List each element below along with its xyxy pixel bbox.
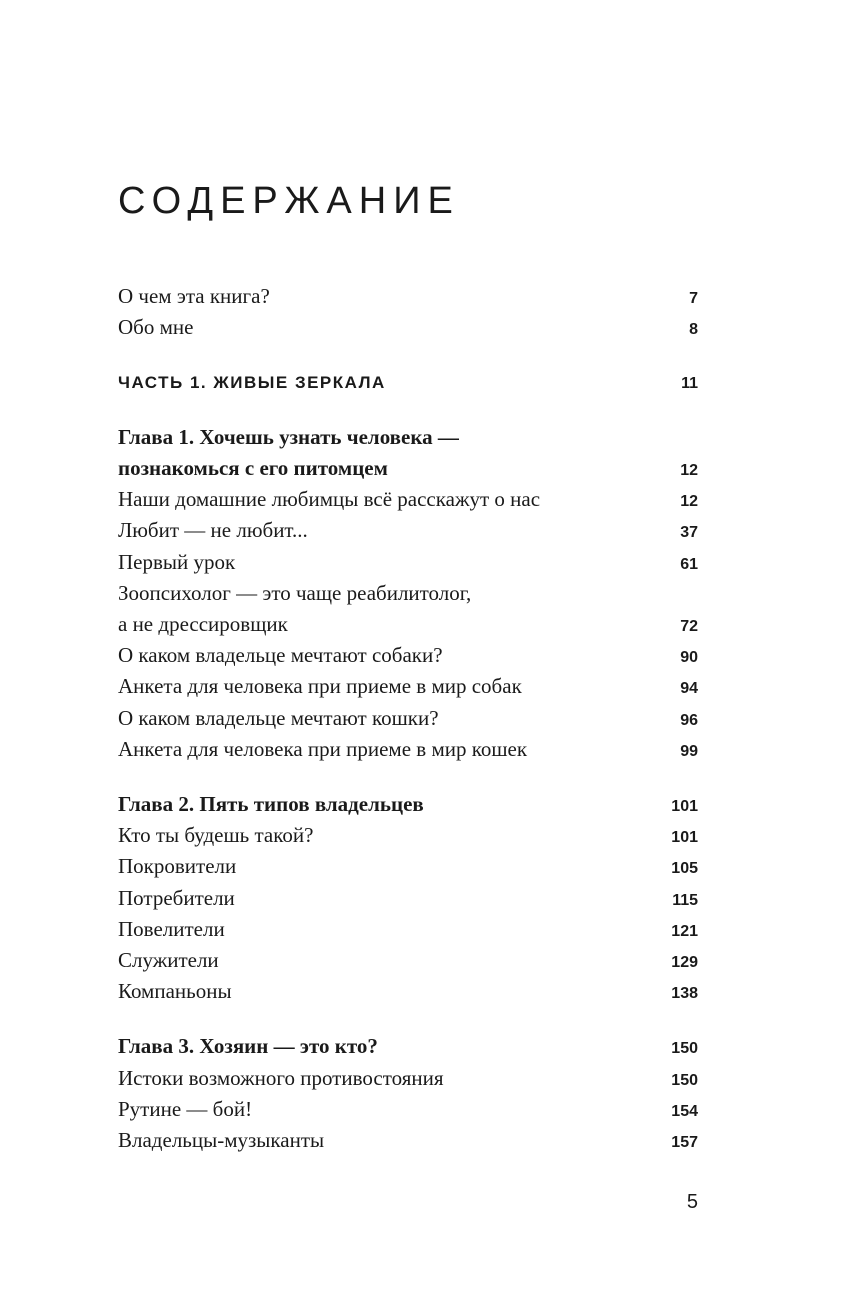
toc-page-number: 90 — [680, 649, 698, 666]
toc-entry[interactable] — [118, 281, 698, 312]
toc-page-number: 150 — [671, 1072, 698, 1089]
toc-chapter-title: познакомься с его питомцем — [118, 456, 388, 480]
toc-page-number: 115 — [672, 892, 698, 909]
toc-entry[interactable] — [118, 1063, 698, 1094]
toc-entry-title: Рутине — бой! — [118, 1097, 253, 1121]
toc-entry-title: Потребители — [118, 886, 235, 910]
toc-entry-title: Любит — не любит... — [118, 518, 308, 542]
toc-entry-title: Покровители — [118, 854, 237, 878]
toc-entry[interactable] — [118, 547, 698, 578]
toc-entry-title: Анкета для человека при приеме в мир собак — [118, 674, 522, 698]
toc-page-number: 101 — [671, 798, 698, 815]
toc-page-number: 61 — [680, 556, 698, 573]
toc-entry[interactable] — [118, 914, 698, 945]
toc-chapter-heading[interactable] — [118, 453, 698, 484]
toc-chapter-heading[interactable] — [118, 422, 698, 453]
toc-page-number: 129 — [671, 954, 698, 971]
toc-page-number: 121 — [671, 923, 698, 940]
toc-page-number: 8 — [689, 321, 698, 338]
toc-entry[interactable] — [118, 484, 698, 515]
toc-entry[interactable] — [118, 515, 698, 546]
toc-entry-title: Анкета для человека при приеме в мир кошек — [118, 737, 528, 761]
toc-entry-title: Обо мне — [118, 315, 194, 339]
toc-chapter-title: Глава 1. Хочешь узнать человека — — [118, 425, 459, 449]
toc-page-number: 101 — [671, 829, 698, 846]
toc-page-number: 12 — [680, 493, 698, 510]
toc-part-title: ЧАСТЬ 1. ЖИВЫЕ ЗЕРКАЛА — [118, 373, 386, 392]
toc-page-number: 11 — [681, 375, 698, 392]
toc-page-number: 12 — [680, 462, 698, 479]
toc-page-number: 37 — [680, 524, 698, 541]
toc-page-number: 7 — [689, 290, 698, 307]
toc-entry[interactable] — [118, 976, 698, 1007]
toc-entry[interactable] — [118, 820, 698, 851]
toc-entry-title: Первый урок — [118, 550, 236, 574]
toc-entry[interactable] — [118, 851, 698, 882]
toc-chapter-title: Глава 2. Пять типов владельцев — [118, 792, 424, 816]
toc-entry[interactable] — [118, 703, 698, 734]
toc-entry-title: Владельцы-музыканты — [118, 1128, 325, 1152]
toc-entry[interactable] — [118, 883, 698, 914]
toc-entry-title: Истоки возможного противостояния — [118, 1066, 444, 1090]
toc-page-number: 96 — [680, 712, 698, 729]
toc-entry-title: а не дрессировщик — [118, 612, 288, 636]
toc-entry-title: О чем эта книга? — [118, 284, 270, 308]
toc-entry-title: Наши домашние любимцы всё расскажут о нас — [118, 487, 541, 511]
toc-page-number: 72 — [680, 618, 698, 635]
toc-entry[interactable] — [118, 1094, 698, 1125]
toc-entry-title: Кто ты будешь такой? — [118, 823, 314, 847]
toc-entry-title: О каком владельце мечтают кошки? — [118, 706, 439, 730]
toc-chapter-heading[interactable] — [118, 1031, 698, 1062]
toc-page-number: 154 — [671, 1103, 698, 1120]
toc-entry[interactable] — [118, 945, 698, 976]
toc-page-number: 94 — [680, 680, 698, 697]
toc-entry-title: Повелители — [118, 917, 225, 941]
page-folio-number: 5 — [686, 1191, 698, 1213]
toc-page-number: 105 — [671, 860, 698, 877]
toc-page-number: 99 — [680, 743, 698, 760]
toc-page-number: 150 — [671, 1040, 698, 1057]
toc-entry[interactable] — [118, 578, 698, 609]
toc-entry[interactable] — [118, 1125, 698, 1156]
toc-entry[interactable] — [118, 609, 698, 640]
page-title: СОДЕРЖАНИЕ — [118, 180, 460, 222]
toc-entry[interactable] — [118, 640, 698, 671]
toc-chapter-heading[interactable] — [118, 789, 698, 820]
toc-page-number: 157 — [671, 1134, 698, 1151]
toc-entry-title: Зоопсихолог — это чаще реабилитолог, — [118, 581, 472, 605]
toc-part-heading[interactable] — [118, 367, 698, 398]
toc-entry[interactable] — [118, 312, 698, 343]
toc-entry[interactable] — [118, 671, 698, 702]
toc-entry-title: Компаньоны — [118, 979, 232, 1003]
toc-entry-title: Служители — [118, 948, 219, 972]
toc-chapter-title: Глава 3. Хозяин — это кто? — [118, 1034, 378, 1058]
toc-entry-title: О каком владельце мечтают собаки? — [118, 643, 443, 667]
toc-page-number: 138 — [671, 985, 698, 1002]
toc-entry[interactable] — [118, 734, 698, 765]
